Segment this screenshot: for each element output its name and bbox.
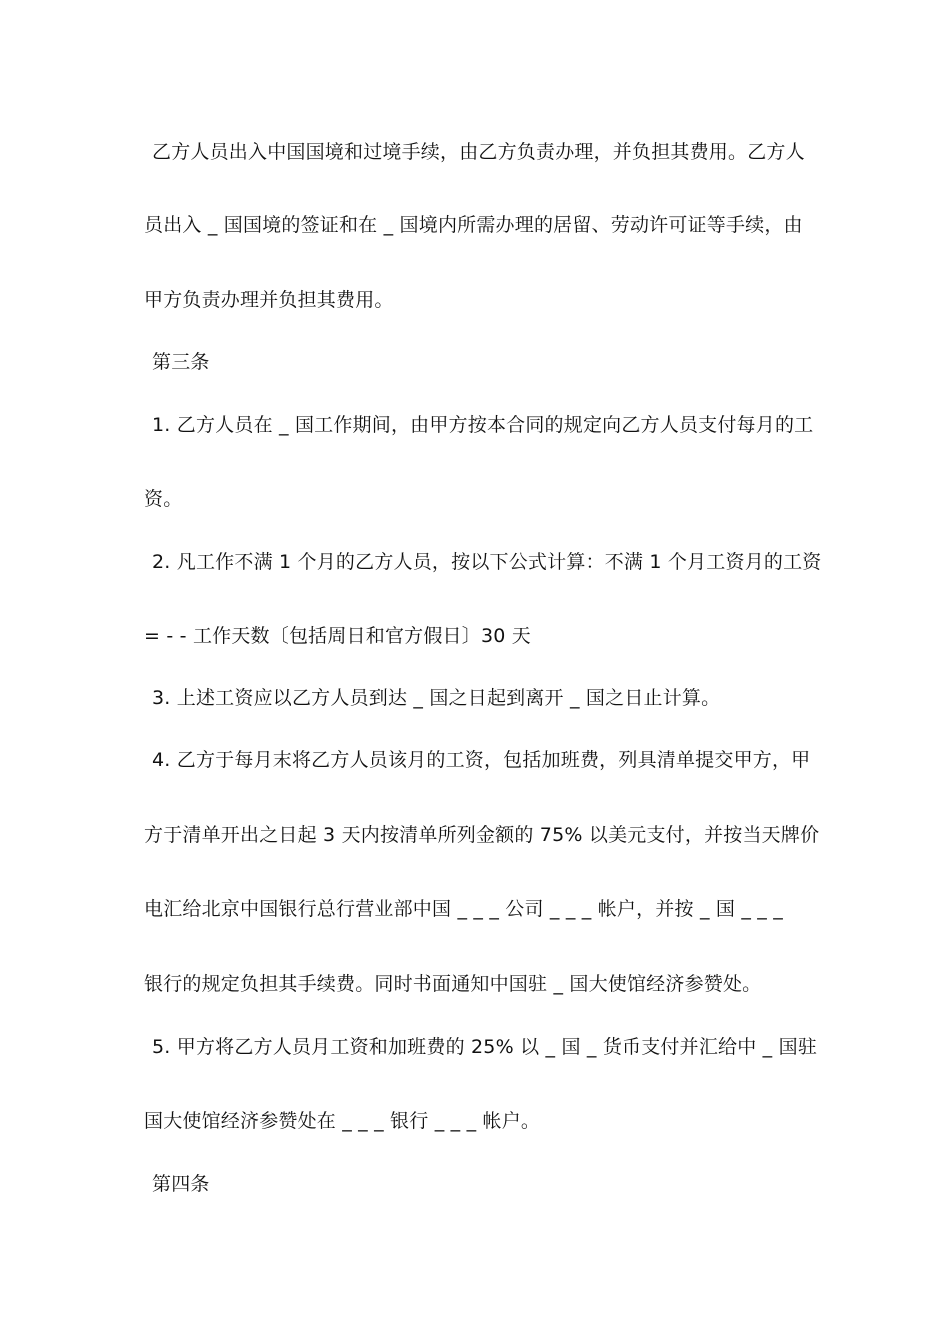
paragraph-line: 2. 凡工作不满 1 个月的乙方人员，按以下公式计算：不满 1 个月工资月的工资	[152, 551, 822, 573]
paragraph-line: 4. 乙方于每月末将乙方人员该月的工资，包括加班费，列具清单提交甲方，甲	[152, 749, 811, 771]
paragraph-line: 乙方人员出入中国国境和过境手续，由乙方负责办理，并负担其费用。乙方人	[152, 141, 805, 163]
paragraph-line: 5. 甲方将乙方人员月工资和加班费的 25% 以 _ 国 _ 货币支付并汇给中 _ 国驻	[152, 1036, 818, 1058]
paragraph-line: 资。	[144, 488, 183, 510]
formula-line: = - - 工作天数〔包括周日和官方假日〕30 天	[144, 625, 531, 647]
section-heading: 第四条	[152, 1173, 210, 1195]
paragraph-line: 员出入 _ 国国境的签证和在 _ 国境内所需办理的居留、劳动许可证等手续，由	[144, 214, 803, 236]
paragraph-line: 银行的规定负担其手续费。同时书面通知中国驻 _ 国大使馆经济参赞处。	[144, 973, 762, 995]
paragraph-line: 3. 上述工资应以乙方人员到达 _ 国之日起到离开 _ 国之日止计算。	[152, 687, 721, 709]
paragraph-line: 国大使馆经济参赞处在 _ _ _ 银行 _ _ _ 帐户。	[144, 1110, 541, 1132]
paragraph-line: 方于清单开出之日起 3 天内按清单所列金额的 75% 以美元支付，并按当天牌价	[144, 824, 820, 846]
section-heading: 第三条	[152, 351, 210, 373]
paragraph-line: 电汇给北京中国银行总行营业部中国 _ _ _ 公司 _ _ _ 帐户，并按 _ 国 _ _ _	[144, 898, 783, 920]
paragraph-line: 1. 乙方人员在 _ 国工作期间，由甲方按本合同的规定向乙方人员支付每月的工	[152, 414, 814, 436]
paragraph-line: 甲方负责办理并负担其费用。	[144, 289, 394, 311]
